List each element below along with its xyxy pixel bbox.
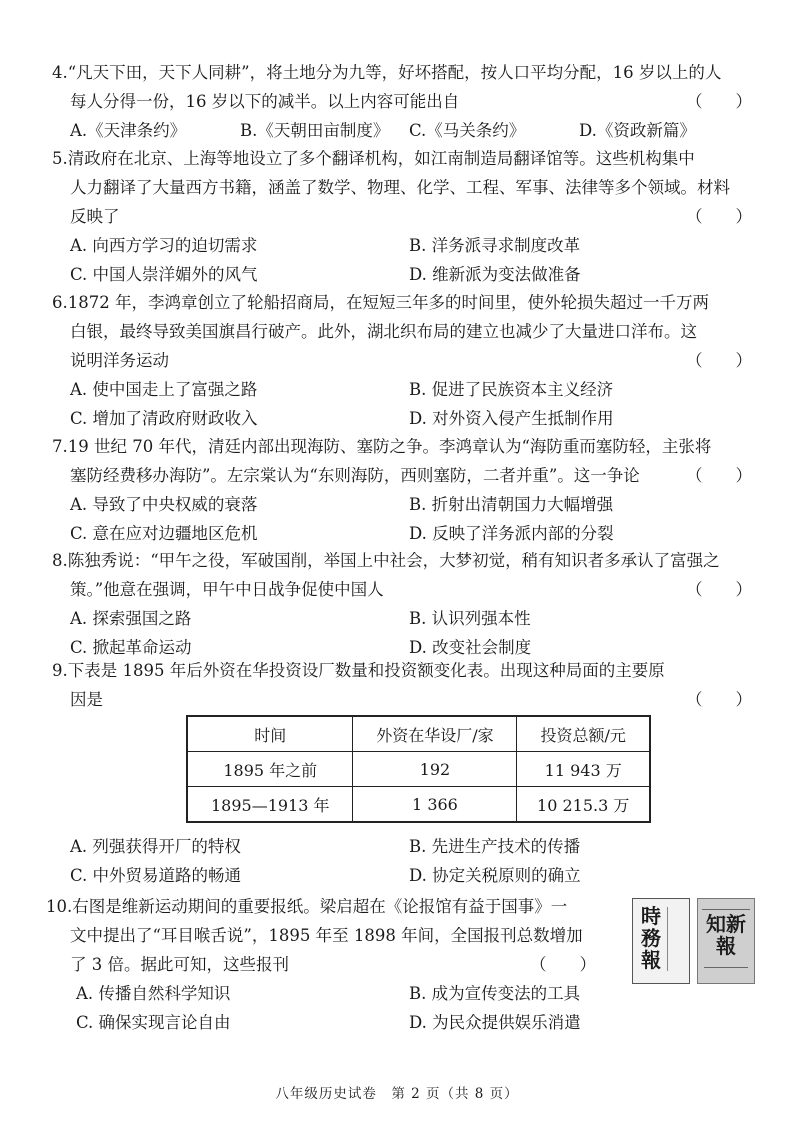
question-7-stem-line1: 7.19 世纪 70 年代，清廷内部出现海防、塞防之争。李鸿章认为“海防重而塞防轻，主张将 — [52, 437, 712, 456]
option-a[interactable]: A. 列强获得开厂的特权 — [70, 837, 241, 856]
question-8-stem-line1: 8.陈独秀说：“甲午之役，军破国削，举国上中社会，大梦初觉，稍有知识者多承认了富强之 — [52, 551, 720, 570]
option-d[interactable]: D. 改变社会制度 — [409, 638, 532, 657]
question-5 — [52, 144, 752, 289]
question-5-stem-line2: 人力翻译了大量西方书籍，涵盖了数学、物理、化学、工程、军事、法律等多个领域。材料 — [70, 178, 730, 197]
option-c[interactable]: C. 确保实现言论自由 — [76, 1013, 231, 1032]
table-cell: 10 215.3 万 — [517, 787, 650, 823]
question-5-stem-line3 — [52, 202, 752, 231]
newspaper-masthead: 時務報 — [641, 904, 661, 972]
question-4-stem-text: 每人分得一份，16 岁以下的减半。以上内容可能出自 — [70, 92, 460, 111]
question-6-options-row2 — [52, 404, 752, 433]
question-10-stem-text: 了 3 倍。据此可知，这些报刊 — [70, 955, 289, 974]
answer-bracket: （ ） — [530, 955, 596, 974]
option-a[interactable]: A. 探索强国之路 — [70, 609, 192, 628]
question-4-options — [52, 116, 752, 145]
newspaper-column-decoration — [667, 907, 684, 971]
question-4-stem-line2 — [52, 87, 752, 116]
table-cell: 192 — [353, 752, 517, 787]
question-9-options-row2 — [52, 861, 752, 890]
question-9 — [52, 656, 752, 714]
table-cell: 11 943 万 — [517, 752, 650, 787]
option-d[interactable]: D. 为民众提供娱乐消遣 — [409, 1013, 581, 1032]
option-a[interactable]: A. 向西方学习的迫切需求 — [70, 236, 258, 255]
option-c[interactable]: C. 中外贸易道路的畅通 — [70, 866, 242, 885]
investment-table — [186, 715, 651, 823]
question-5-options-row1 — [52, 231, 752, 260]
option-b[interactable]: B. 折射出清朝国力大幅增强 — [409, 495, 614, 514]
newspaper-header-decoration — [702, 903, 750, 910]
question-8 — [52, 546, 752, 662]
option-d[interactable]: D. 反映了洋务派内部的分裂 — [409, 524, 614, 543]
option-b[interactable]: B. 成为宣传变法的工具 — [409, 984, 581, 1003]
question-10-stem-line2: 文中提出了“耳目喉舌说”，1895 年至 1898 年间，全国报刊总数增加 — [70, 926, 583, 945]
question-10-options-row2 — [46, 1008, 746, 1037]
newspaper-footer-decoration — [704, 967, 748, 974]
question-5-options-row2 — [52, 260, 752, 289]
question-8-stem-text: 策。”他意在强调，甲午中日战争促使中国人 — [70, 580, 384, 599]
table-cell: 1 366 — [353, 787, 517, 823]
question-8-options-row1 — [52, 604, 752, 633]
answer-bracket: （ ） — [686, 92, 752, 111]
page-footer: 八年级历史试卷 第 2 页（共 8 页） — [275, 1086, 519, 1102]
question-6-stem-line2: 白银，最终导致美国旗昌行破产。此外，湖北织布局的建立也减少了大量进口洋布。这 — [70, 322, 697, 341]
question-9-stem-text: 因是 — [70, 690, 103, 709]
option-c[interactable]: C. 中国人崇洋媚外的风气 — [70, 265, 258, 284]
option-b[interactable]: B. 认识列强本性 — [409, 609, 531, 628]
question-5-stem-line1: 5.清政府在北京、上海等地设立了多个翻译机构，如江南制造局翻译馆等。这些机构集中 — [52, 149, 695, 168]
table-header-cell: 时间 — [187, 716, 353, 752]
option-c[interactable]: C. 掀起革命运动 — [70, 638, 192, 657]
option-b[interactable]: B. 先进生产技术的传播 — [409, 837, 581, 856]
table-header-row — [187, 716, 650, 752]
question-6-stem-line3 — [52, 346, 752, 375]
question-6-stem-line1: 6.1872 年，李鸿章创立了轮船招商局，在短短三年多的时间里，使外轮损失超过一千万两 — [52, 293, 709, 312]
option-a[interactable]: A.《天津条约》 — [70, 121, 187, 140]
table-cell: 1895—1913 年 — [187, 787, 353, 823]
answer-bracket: （ ） — [686, 207, 752, 226]
option-b[interactable]: B. 洋务派寻求制度改革 — [409, 236, 581, 255]
option-a[interactable]: A. 使中国走上了富强之路 — [70, 380, 258, 399]
option-c[interactable]: C.《马关条约》 — [409, 121, 526, 140]
question-7-options-row1 — [52, 490, 752, 519]
newspaper-masthead: 知新報 — [706, 912, 746, 958]
option-d[interactable]: D. 对外资入侵产生抵制作用 — [409, 409, 614, 428]
question-4 — [52, 58, 752, 145]
option-c[interactable]: C. 意在应对边疆地区危机 — [70, 524, 258, 543]
question-9-options-row1 — [52, 832, 752, 861]
option-b[interactable]: B. 促进了民族资本主义经济 — [409, 380, 614, 399]
table-row — [187, 787, 650, 823]
option-a[interactable]: A. 传播自然科学知识 — [76, 984, 231, 1003]
question-9-options — [52, 832, 752, 890]
answer-bracket: （ ） — [686, 351, 752, 370]
table-header-cell: 外资在华设厂/家 — [353, 716, 517, 752]
question-7-stem-text: 塞防经费移办海防”。左宗棠认为“东则海防，西则塞防，二者并重”。这一争论 — [70, 466, 640, 485]
question-4-stem-line1: 4.“凡天下田，天下人同耕”，将土地分为九等，好坏搭配，按人口平均分配，16 岁以上的人 — [52, 63, 722, 82]
question-5-stem-text: 反映了 — [70, 207, 120, 226]
option-d[interactable]: D.《资政新篇》 — [579, 121, 696, 140]
table-cell: 1895 年之前 — [187, 752, 353, 787]
answer-bracket: （ ） — [686, 580, 752, 599]
answer-bracket: （ ） — [686, 466, 752, 485]
question-6 — [52, 288, 752, 433]
answer-bracket: （ ） — [686, 690, 752, 709]
question-9-stem-line2 — [52, 685, 752, 714]
question-6-stem-text: 说明洋务运动 — [70, 351, 169, 370]
option-a[interactable]: A. 导致了中央权威的衰落 — [70, 495, 258, 514]
table-header-cell: 投资总额/元 — [517, 716, 650, 752]
question-9-stem-line1: 9.下表是 1895 年后外资在华投资设厂数量和投资额变化表。出现这种局面的主要原 — [52, 661, 665, 680]
question-10-stem-line1: 10.右图是维新运动期间的重要报纸。梁启超在《论报馆有益于国事》一 — [46, 897, 568, 916]
question-7 — [52, 432, 752, 548]
zhixinbao-newspaper-image — [697, 898, 755, 984]
question-7-stem-line2 — [52, 461, 752, 490]
shiwubao-newspaper-image — [632, 898, 690, 984]
question-6-options-row1 — [52, 375, 752, 404]
option-c[interactable]: C. 增加了清政府财政收入 — [70, 409, 258, 428]
table-row — [187, 752, 650, 787]
option-b[interactable]: B.《天朝田亩制度》 — [240, 121, 390, 140]
question-7-options-row2 — [52, 519, 752, 548]
option-d[interactable]: D. 维新派为变法做准备 — [409, 265, 581, 284]
option-d[interactable]: D. 协定关税原则的确立 — [409, 866, 581, 885]
question-8-stem-line2 — [52, 575, 752, 604]
